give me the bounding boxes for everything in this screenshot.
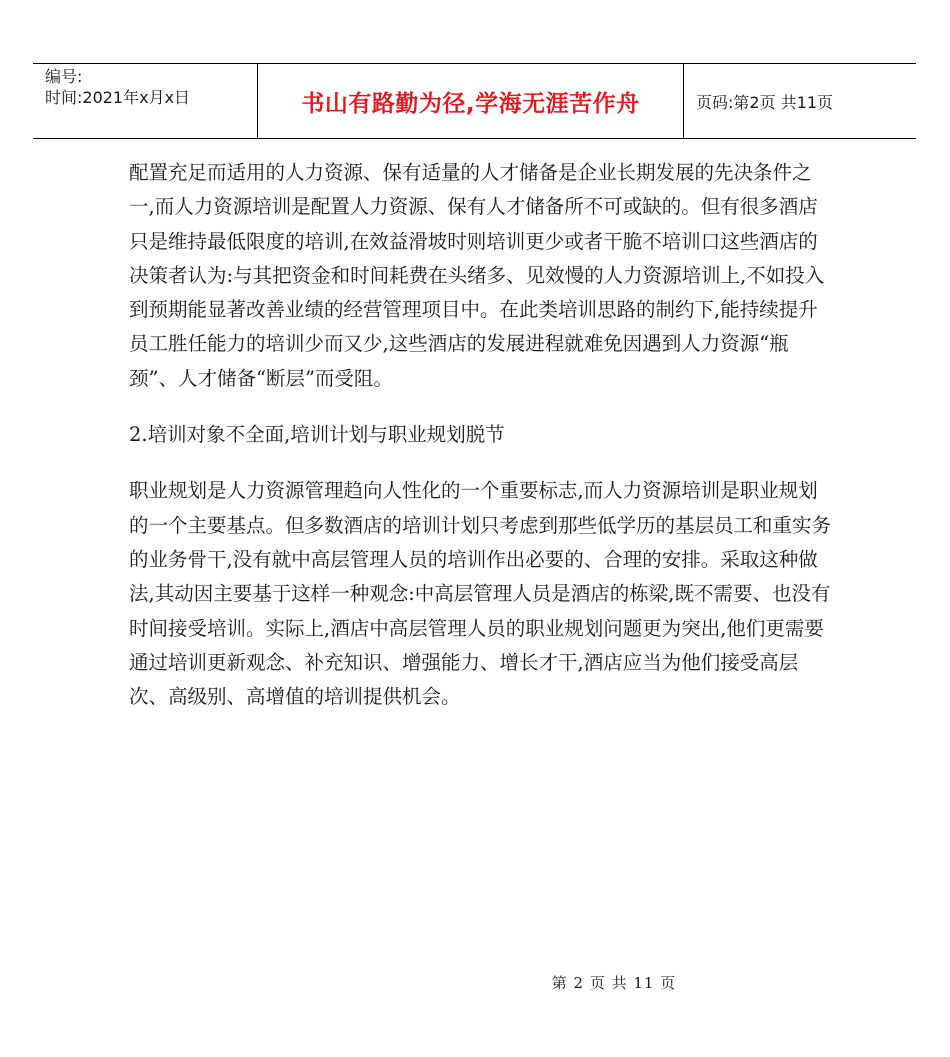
document-date-label: 时间:2021年x月x日 — [45, 88, 191, 107]
document-body — [129, 156, 834, 736]
document-number-label: 编号: — [45, 67, 83, 86]
body-paragraph-2: 职业规划是人力资源管理趋向人性化的一个重要标志,而人力资源培训是职业规划的一个主要基点。但多数酒店的培训计划只考虑到那些低学历的基层员工和重实务的业务骨干,没有就中高层管理人员的培训作出必要的、合理的安排。采取这种做法,其动因主要基于这样一种观念:中高层管理人员是酒店的栋梁,既不需要、也没有时间接受培训。实际上,酒店中高层管理人员的职业规划问题更为突出,他们更需要通过培训更新观念、补充知识、增强能力、增长才干,酒店应当为他们接受高层次、高级别、高增值的培训提供机会。 — [129, 479, 832, 709]
page-footer: 第 2 页 共 11 页 — [551, 974, 677, 992]
header-meta-cell — [33, 64, 258, 138]
document-header — [33, 63, 916, 139]
body-paragraph-1: 配置充足而适用的人力资源、保有适量的人才储备是企业长期发展的先决条件之一,而人力资源培训是配置人力资源、保有人才储备所不可或缺的。但有很多酒店只是维持最低限度的培训,在效益滑坡时则培训更少或者干脆不培训口这些酒店的决策者认为:与其把资金和时间耗费在头绪多、见效慢的人力资源培训上,不如投入到预期能显著改善业绩的经营管理项目中。在此类培训思路的制约下,能持续提升员工胜任能力的培训少而又少,这些酒店的发展进程就难免因遇到人力资源“瓶颈”、人才储备“断层”而受阻。 — [129, 161, 825, 390]
header-page-info: 页码:第2页 共11页 — [696, 92, 834, 112]
header-motto: 书山有路勤为径,学海无涯苦作舟 — [258, 64, 684, 138]
section-heading-2: 2.培训对象不全面,培训计划与职业规划脱节 — [129, 423, 505, 447]
